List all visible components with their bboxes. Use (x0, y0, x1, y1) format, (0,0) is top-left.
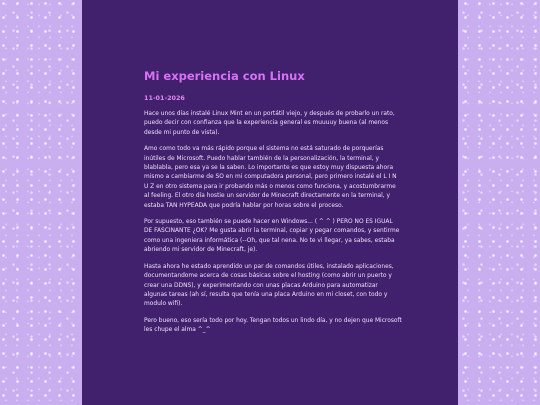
post-paragraph-1: Hace unos días instalé Linux Mint en un portátil viejo, y después de probarlo un rato, puedo decir con confianza que la experiencia general es muuuuy buena (al menos desde mi punto de vista). (144, 111, 395, 136)
post-title: Mi experiencia con Linux (144, 69, 305, 83)
post-paragraph-5: Pero bueno, eso sería todo por hoy. Tengan todos un lindo día, y no dejen que Microsoft les chupe el alma ^_^ (144, 317, 402, 334)
post-date: 11-01-2026 (144, 94, 185, 102)
blog-post (144, 69, 402, 343)
content-panel (82, 0, 458, 405)
post-paragraph-3: Por supuesto, eso también se puede hacer en Windows... ( ^ ^ ) PERO NO ES IGUAL DE FASCINANTE ¿OK? Me gusta abrir la terminal, copiar y pegar comandos, y sentirme como una ingeniera informática (--Oh, que tal nena. No te vi llegar, ya sabes, estaba abriendo mi servidor de Minecraft, je). (144, 219, 400, 254)
post-paragraph-2: Amo como todo va más rápido porque el sistema no está saturado de porquerías inútiles de Microsoft. Puedo hablar también de la personalización, la terminal, y blablabla, pero esa ya se la saben. Lo importante es que estoy muy dispuesta ahora mismo a cambiarme de SO en mi computadora personal, pero primero instalé el L I N U Z en otro sistema para ir probando más o menos como funciona, y acostumbrarme al feeling. El otro día hostie un servidor de Minecraft directamente en la terminal, y estaba TAN HYPEADA que podría hablar por horas sobre el proceso. (144, 146, 397, 209)
post-paragraph-4: Hasta ahora he estado aprendido un par de comandos útiles, instalado aplicaciones, documentandome acerca de cosas básicas sobre el hosting (como abrir un puerto y crear una DDNS), y experimentando con unas placas Arduino para automatizar algunas tareas (ah sí, resulta que tenía una placa Arduino en mi closet, con todo y modulo wifi). (144, 263, 394, 308)
